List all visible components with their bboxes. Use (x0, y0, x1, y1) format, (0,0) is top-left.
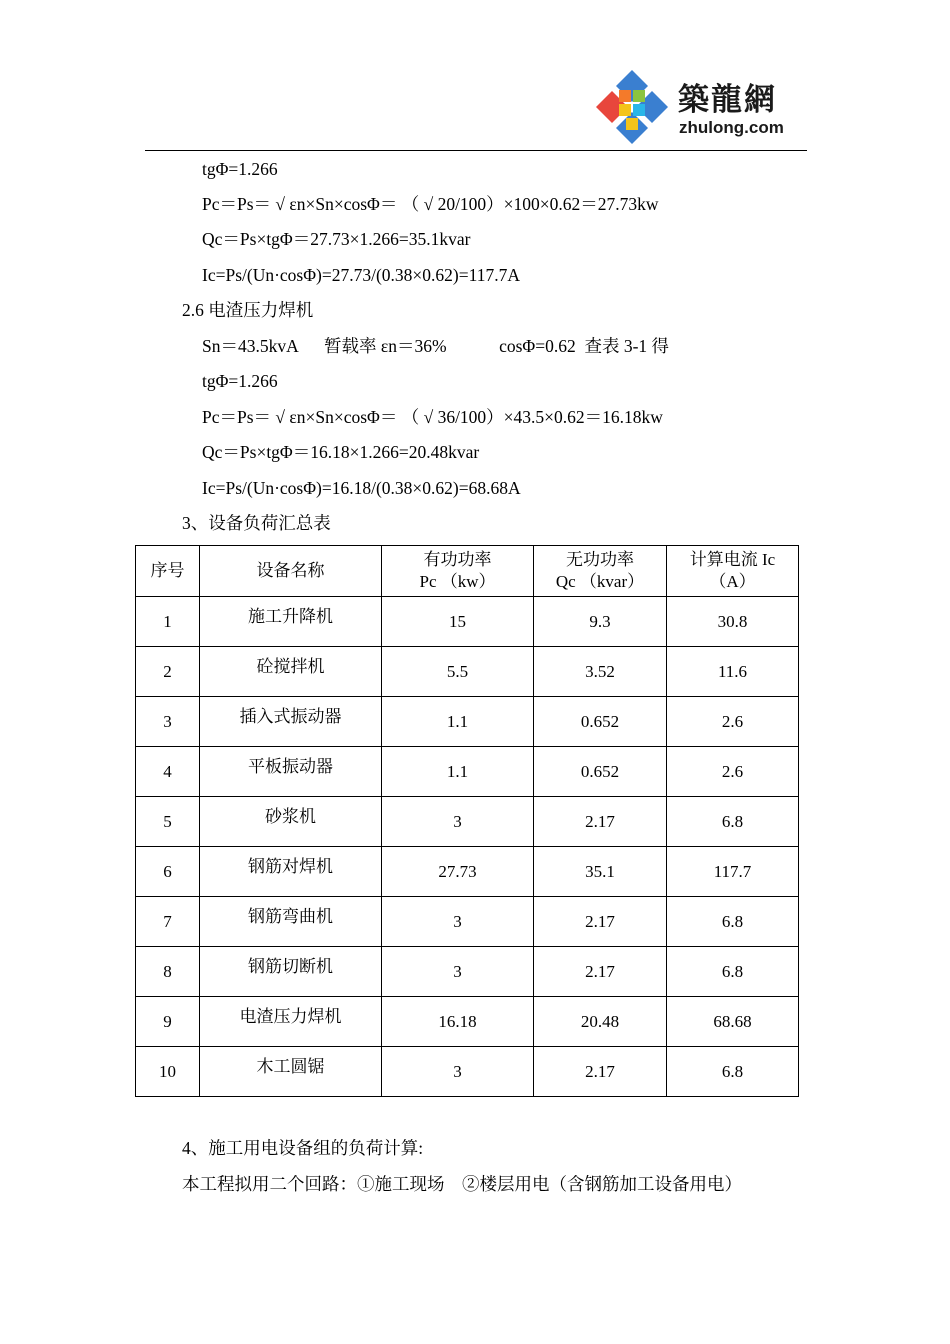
cell-qc: 3.52 (534, 647, 667, 697)
cell-no: 2 (136, 647, 200, 697)
table-row (136, 647, 799, 697)
cell-name: 钢筋弯曲机 (200, 897, 382, 947)
cell-qc: 20.48 (534, 997, 667, 1047)
header-pc: 有功功率 Pc （kw） (382, 546, 534, 597)
header-qc: 无功功率 Qc （kvar） (534, 546, 667, 597)
cell-pc: 3 (382, 1047, 534, 1097)
cell-no: 3 (136, 697, 200, 747)
section-heading-2-6: 2.6 电渣压力焊机 (182, 300, 314, 320)
cell-no: 5 (136, 797, 200, 847)
cell-ic: 117.7 (667, 847, 799, 897)
equipment-load-table (135, 545, 799, 1097)
zhulong-logo-mark-icon (592, 68, 672, 146)
cell-qc: 35.1 (534, 847, 667, 897)
cell-no: 8 (136, 947, 200, 997)
header-ic: 计算电流 Ic （A） (667, 546, 799, 597)
cell-qc: 2.17 (534, 947, 667, 997)
table-row (136, 897, 799, 947)
table-row (136, 997, 799, 1047)
cell-pc: 16.18 (382, 997, 534, 1047)
logo-chinese-text: 築龍網 (678, 82, 777, 118)
cell-name: 插入式振动器 (200, 697, 382, 747)
table-row (136, 697, 799, 747)
cell-ic: 6.8 (667, 897, 799, 947)
cell-pc: 3 (382, 797, 534, 847)
formula-line: Pc＝Ps＝ √ εn×Sn×cosΦ＝ （ √ 36/100）×43.5×0.62＝16.18kw (202, 407, 663, 427)
params-line: Sn＝43.5kvA 暂载率 εn＝36% cosΦ=0.62 查表 3-1 得 (202, 336, 670, 356)
header-no: 序号 (136, 546, 200, 597)
cell-name: 电渣压力焊机 (200, 997, 382, 1047)
cell-ic: 11.6 (667, 647, 799, 697)
section-heading-3: 3、设备负荷汇总表 (182, 513, 331, 533)
cell-ic: 6.8 (667, 797, 799, 847)
section-4-text: 本工程拟用二个回路：①施工现场 ②楼层用电（含钢筋加工设备用电） (182, 1174, 742, 1194)
table-row (136, 847, 799, 897)
formula-line: tgΦ=1.266 (202, 371, 278, 391)
cell-no: 4 (136, 747, 200, 797)
cell-ic: 2.6 (667, 697, 799, 747)
cell-ic: 6.8 (667, 947, 799, 997)
cell-no: 10 (136, 1047, 200, 1097)
table-row (136, 947, 799, 997)
formula-line: Pc＝Ps＝ √ εn×Sn×cosΦ＝ （ √ 20/100）×100×0.62＝27.73kw (202, 194, 659, 214)
cell-ic: 30.8 (667, 597, 799, 647)
cell-qc: 2.17 (534, 897, 667, 947)
cell-no: 7 (136, 897, 200, 947)
cell-pc: 27.73 (382, 847, 534, 897)
header-name: 设备名称 (200, 546, 382, 597)
formula-line: Qc＝Ps×tgΦ＝27.73×1.266=35.1kvar (202, 229, 471, 249)
cell-ic: 2.6 (667, 747, 799, 797)
table-row (136, 597, 799, 647)
cell-qc: 0.652 (534, 747, 667, 797)
formula-line: Ic=Ps/(Un·cosΦ)=16.18/(0.38×0.62)=68.68A (202, 478, 521, 498)
cell-qc: 0.652 (534, 697, 667, 747)
formula-line: tgΦ=1.266 (202, 159, 278, 179)
cell-no: 1 (136, 597, 200, 647)
cell-qc: 9.3 (534, 597, 667, 647)
cell-pc: 15 (382, 597, 534, 647)
cell-no: 9 (136, 997, 200, 1047)
cell-pc: 5.5 (382, 647, 534, 697)
section-heading-4: 4、施工用电设备组的负荷计算: (182, 1138, 424, 1158)
cell-pc: 1.1 (382, 697, 534, 747)
cell-ic: 68.68 (667, 997, 799, 1047)
cell-name: 钢筋切断机 (200, 947, 382, 997)
zhulong-logo (592, 68, 807, 146)
cell-pc: 3 (382, 897, 534, 947)
cell-name: 砂浆机 (200, 797, 382, 847)
cell-name: 木工圆锯 (200, 1047, 382, 1097)
cell-name: 施工升降机 (200, 597, 382, 647)
table-row (136, 1047, 799, 1097)
header-divider (145, 150, 807, 151)
cell-ic: 6.8 (667, 1047, 799, 1097)
formula-line: Qc＝Ps×tgΦ＝16.18×1.266=20.48kvar (202, 442, 480, 462)
cell-name: 平板振动器 (200, 747, 382, 797)
table-header-row (136, 546, 799, 597)
cell-no: 6 (136, 847, 200, 897)
cell-qc: 2.17 (534, 797, 667, 847)
logo-domain-text: zhulong.com (679, 118, 784, 137)
cell-pc: 3 (382, 947, 534, 997)
table-row (136, 747, 799, 797)
cell-name: 钢筋对焊机 (200, 847, 382, 897)
cell-qc: 2.17 (534, 1047, 667, 1097)
formula-line: Ic=Ps/(Un·cosΦ)=27.73/(0.38×0.62)=117.7A (202, 265, 520, 285)
cell-pc: 1.1 (382, 747, 534, 797)
table-row (136, 797, 799, 847)
cell-name: 砼搅拌机 (200, 647, 382, 697)
